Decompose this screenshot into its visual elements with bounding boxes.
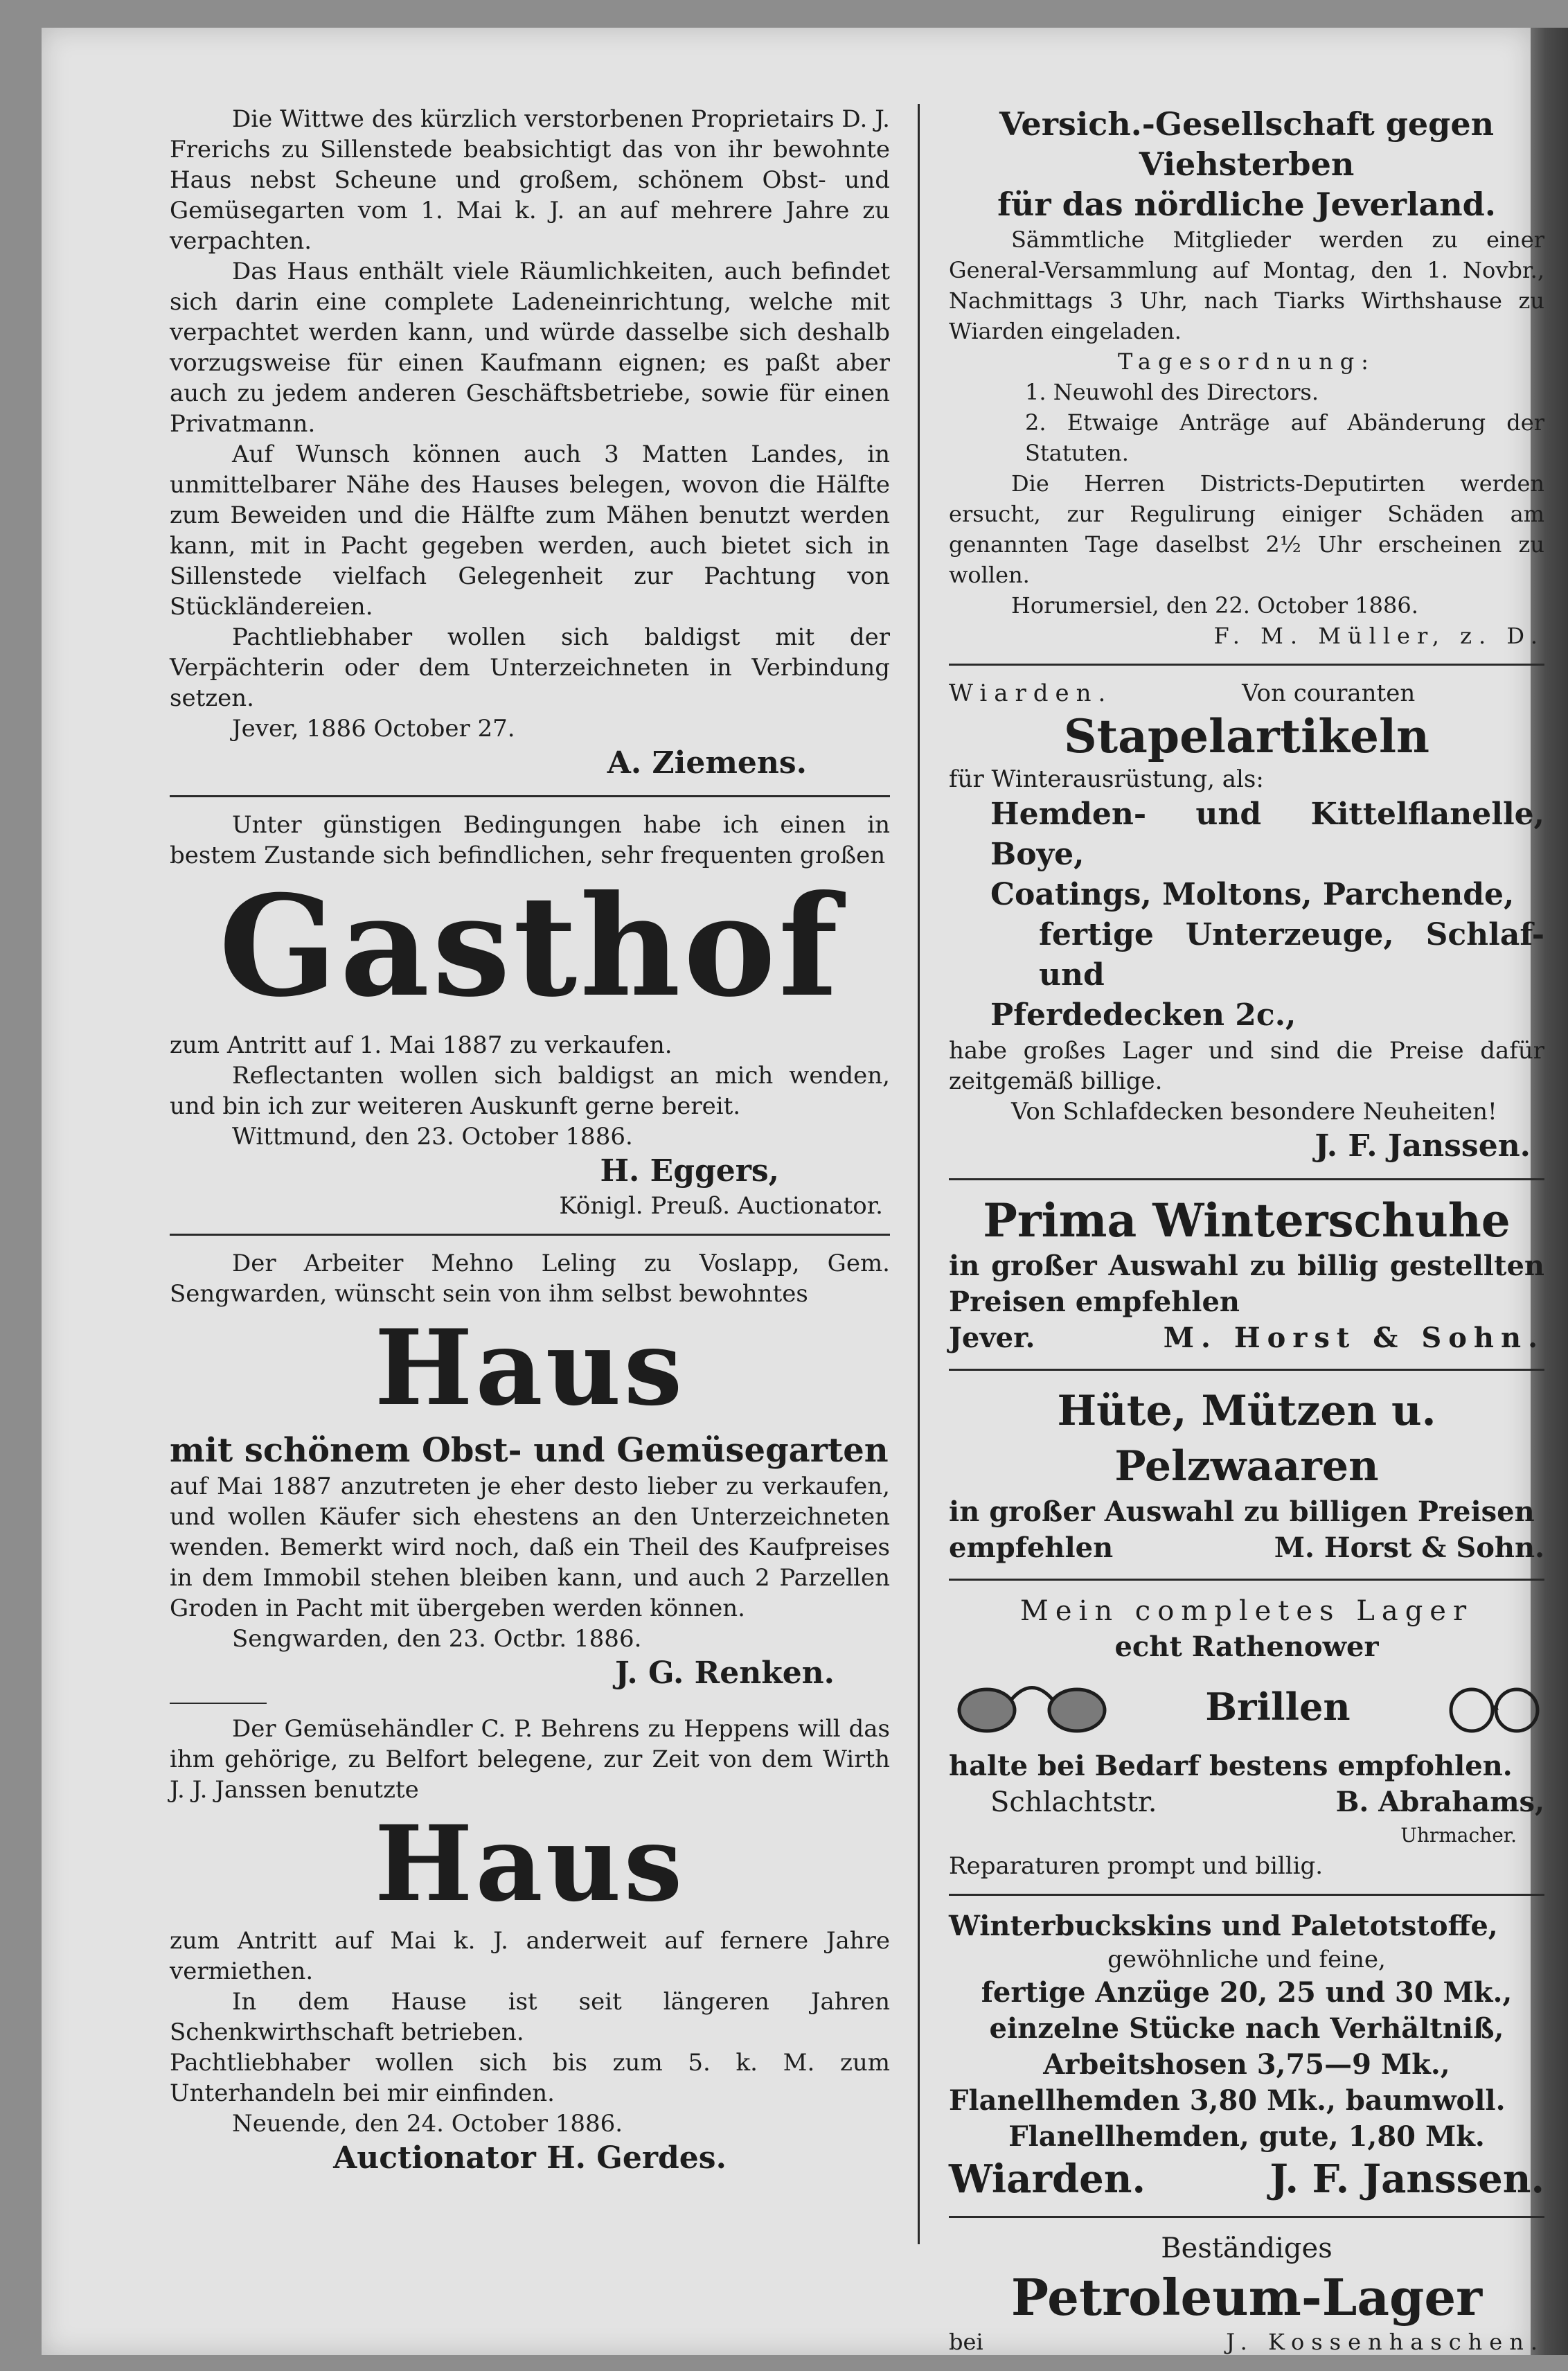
subhead: mit schönem Obst- und Gemüsegarten — [170, 1431, 889, 1470]
divider — [949, 2216, 1544, 2218]
ad-petroleum — [949, 2230, 1544, 2355]
ad-haus-voslapp — [170, 1248, 890, 1693]
divider — [949, 1579, 1544, 1581]
divider — [170, 795, 890, 797]
ad-paragraph: Von Schlafdecken besondere Neuheiten! — [1011, 1098, 1497, 1126]
ad-paragraph: Sämmtliche Mitglieder werden zu einer General-Versammlung auf Montag, den 1. Novbr., Nachmittags 3 Uhr, nach Tiarks Wirthshause zu Wiarden eingeladen. — [949, 227, 1544, 344]
ad-paragraph: Pachtliebhaber wollen sich bis zum 5. k. M. zum Unterhandeln bei mir einfinden. — [170, 2049, 890, 2107]
ad-footer — [949, 1320, 1544, 1356]
ad-footer — [949, 2329, 1544, 2355]
ad-prefix: bei — [949, 2329, 983, 2355]
signature: J. G. Renken. — [614, 1655, 835, 1691]
ad-paragraph: Auf Wunsch können auch 3 Matten Landes, in unmittelbarer Nähe des Hauses belegen, wovon die Hälfte zum Beweiden und die Hälfte zum Mähen benutzt werden kann, mit in Pacht gegeben werden, auch bietet sich in Sillenstede vielfach Gelegenheit zur Pachtung von Stückländereien. — [170, 441, 890, 621]
place: Wiarden. — [949, 2156, 1146, 2202]
ad-topline — [949, 678, 1544, 709]
column-rule — [918, 104, 920, 2244]
ad-gasthof — [170, 810, 890, 1221]
ad-paragraph: in großer Auswahl zu billigen Preisen — [949, 1495, 1535, 1528]
ad-sillenstede — [170, 104, 890, 783]
agenda-item: 2. Etwaige Anträge auf Abänderung der Statuten. — [1025, 409, 1544, 466]
signature: M. Horst & Sohn. — [1274, 1531, 1544, 1564]
headline: Stapelartikeln — [1064, 709, 1429, 763]
signature: J. Kossenhaschen. — [1226, 2329, 1544, 2355]
ad-paragraph: In dem Hause ist seit längeren Jahren Schenkwirthschaft betrieben. — [170, 1988, 890, 2046]
signature: M. Horst & Sohn. — [1163, 1322, 1544, 1354]
street: Schlachtstr. — [990, 1786, 1157, 1818]
signature: F. M. Müller, z. D. — [1213, 623, 1544, 649]
price-line: einzelne Stücke nach Verhältniß, — [989, 2012, 1504, 2045]
ad-intro: Beständiges — [1161, 2232, 1333, 2264]
brillen-row — [949, 1665, 1544, 1748]
right-column — [949, 104, 1544, 2355]
ad-footer — [949, 1784, 1544, 1820]
ad-paragraph: in großer Auswahl zu billig gestellten Preisen empfehlen — [949, 1250, 1544, 1318]
headline: Prima Winterschuhe — [983, 1193, 1511, 1247]
ad-paragraph: Reflectanten wollen sich baldigst an mich wenden, und bin ich zur weiteren Auskunft gerne bereit. — [170, 1062, 890, 1120]
ad-brillen — [949, 1593, 1544, 1881]
left-column — [170, 104, 890, 2178]
ad-paragraph: zum Antritt auf 1. Mai 1887 zu verkaufen. — [170, 1031, 672, 1059]
spectacles-icon — [1441, 1672, 1544, 1741]
headline: Winterbuckskins und Paletotstoffe, — [949, 1910, 1498, 1942]
dateline: Neuende, den 24. October 1886. — [232, 2110, 623, 2138]
pince-nez-icon — [949, 1669, 1115, 1745]
agenda-title: Tagesordnung: — [1118, 348, 1375, 375]
ad-intro: Der Arbeiter Mehno Leling zu Voslapp, Gem. Sengwarden, wünscht sein von ihm selbst bewohntes — [170, 1250, 890, 1308]
signature: H. Eggers, — [600, 1153, 779, 1189]
item-line: fertige Unterzeuge, Schlaf- und — [1039, 917, 1544, 993]
ad-huete — [949, 1383, 1544, 1566]
headline: Haus — [374, 1307, 686, 1429]
item-line: Hemden- und Kittelflanelle, Boye, — [990, 797, 1544, 872]
ad-intro: echt Rathenower — [1114, 1631, 1379, 1663]
ad-paragraph: Die Wittwe des kürzlich verstorbenen Proprietairs D. J. Frerichs zu Sillenstede beabsichtigt das von ihr bewohnte Haus nebst Scheune und großem, schönem Obst- und Gemüsegarten vom 1. Mai k. J. an auf mehrere Jahre zu verpachten. — [170, 105, 890, 255]
ad-haus-belfort — [170, 1714, 890, 2178]
divider — [949, 1178, 1544, 1180]
ad-viehversicherung — [949, 104, 1544, 651]
ad-stapelartikeln — [949, 678, 1544, 1166]
divider — [949, 664, 1544, 666]
place: Wiarden. — [949, 680, 1113, 707]
headline: Hüte, Mützen u. Pelzwaaren — [1057, 1387, 1436, 1491]
ad-paragraph: für Winterausrüstung, als: — [949, 765, 1264, 793]
signature: Auctionator H. Gerdes. — [333, 2140, 727, 2176]
divider — [949, 1369, 1544, 1371]
dateline: Sengwarden, den 23. Octbr. 1886. — [232, 1625, 642, 1653]
headline: Petroleum-Lager — [1010, 2268, 1483, 2327]
ad-paragraph: Pachtliebhaber wollen sich baldigst mit der Verpächterin oder dem Unterzeichneten in Verbindung setzen. — [170, 623, 890, 712]
signature: J. F. Janssen. — [1269, 2156, 1544, 2202]
divider — [949, 1894, 1544, 1896]
ad-intro: Unter günstigen Bedingungen habe ich einen in bestem Zustande sich befindlichen, sehr frequenten großen — [170, 811, 890, 869]
ad-paragraph: auf Mai 1887 anzutreten je eher desto lieber zu verkaufen, und wollen Käufer sich ehestens an den Unterzeichneten wenden. Bemerkt wird noch, daß ein Theil des Kaufpreises in dem Immobil stehen bleiben kann, und auch 2 Parzellen Groden in Pacht mit übergeben werden können. — [170, 1473, 890, 1622]
price-line: Flanellhemden, gute, 1,80 Mk. — [1008, 2120, 1485, 2153]
signature: A. Ziemens. — [607, 745, 807, 781]
item-line: Pferdedecken 2c., — [990, 997, 1297, 1033]
ad-paragraph: halte bei Bedarf bestens empfohlen. — [949, 1750, 1513, 1782]
divider — [170, 1703, 267, 1704]
ad-footer: Reparaturen prompt und billig. — [949, 1852, 1324, 1880]
ad-intro: Mein completes Lager — [1019, 1595, 1474, 1627]
ad-footer — [949, 2155, 1544, 2203]
headline: Gasthof — [218, 865, 841, 1028]
price-line: Arbeitshosen 3,75—9 Mk., — [1043, 2048, 1450, 2081]
signature: J. F. Janssen. — [1315, 1128, 1531, 1164]
ad-winterbuckskins — [949, 1908, 1544, 2203]
signature-title: Uhrmacher. — [1400, 1824, 1517, 1847]
ad-paragraph: zum Antritt auf Mai k. J. anderweit auf fernere Jahre vermiethen. — [170, 1927, 890, 1985]
agenda-item: 1. Neuwohl des Directors. — [1025, 379, 1319, 405]
signature-title: Königl. Preuß. Auctionator. — [559, 1192, 883, 1220]
dateline: Horumersiel, den 22. October 1886. — [1011, 592, 1418, 619]
item-line: Coatings, Moltons, Parchende, — [990, 877, 1515, 912]
ad-paragraph: Die Herren Districts-Deputirten werden ersucht, zur Regulirung einiger Schäden am genannten Tage daselbst 2½ Uhr erscheinen zu wollen. — [949, 470, 1544, 588]
ad-paragraph: habe großes Lager und sind die Preise dafür zeitgemäß billige. — [949, 1037, 1544, 1095]
dateline: Jever, 1886 October 27. — [232, 715, 515, 743]
ad-winterschuhe — [949, 1193, 1544, 1356]
headline: Versich.-Gesellschaft gegen Viehsterben — [999, 105, 1495, 183]
headline: Brillen — [1205, 1685, 1351, 1729]
dateline: Wittmund, den 23. October 1886. — [232, 1123, 633, 1151]
place: Jever. — [949, 1322, 1035, 1354]
headline: für das nördliche Jeverland. — [997, 186, 1496, 223]
price-line: fertige Anzüge 20, 25 und 30 Mk., — [981, 1976, 1513, 2009]
signature: B. Abrahams, — [1335, 1786, 1544, 1818]
price-line: Flanellhemden 3,80 Mk., baumwoll. — [949, 2084, 1506, 2117]
ad-paragraph: Das Haus enthält viele Räumlichkeiten, auch befindet sich darin eine complete Ladeneinrichtung, welche mit verpachtet werden kann, und würde dasselbe sich deshalb vorzugsweise für einen Kaufmann eignen; es paßt aber auch zu jedem anderen Geschäftsbetriebe, sowie für einen Privatmann. — [170, 258, 890, 438]
ad-intro: Der Gemüsehändler C. P. Behrens zu Heppens will das ihm gehörige, zu Belfort belegene, zur Zeit von dem Wirth J. J. Janssen benutzte — [170, 1715, 890, 1804]
ad-intro: Von couranten — [1242, 680, 1416, 707]
headline: Haus — [374, 1803, 686, 1925]
divider — [170, 1234, 890, 1236]
ad-footer — [949, 1530, 1544, 1566]
ad-paragraph: empfehlen — [949, 1531, 1114, 1564]
ad-paragraph: gewöhnliche und feine, — [1107, 1946, 1386, 1973]
